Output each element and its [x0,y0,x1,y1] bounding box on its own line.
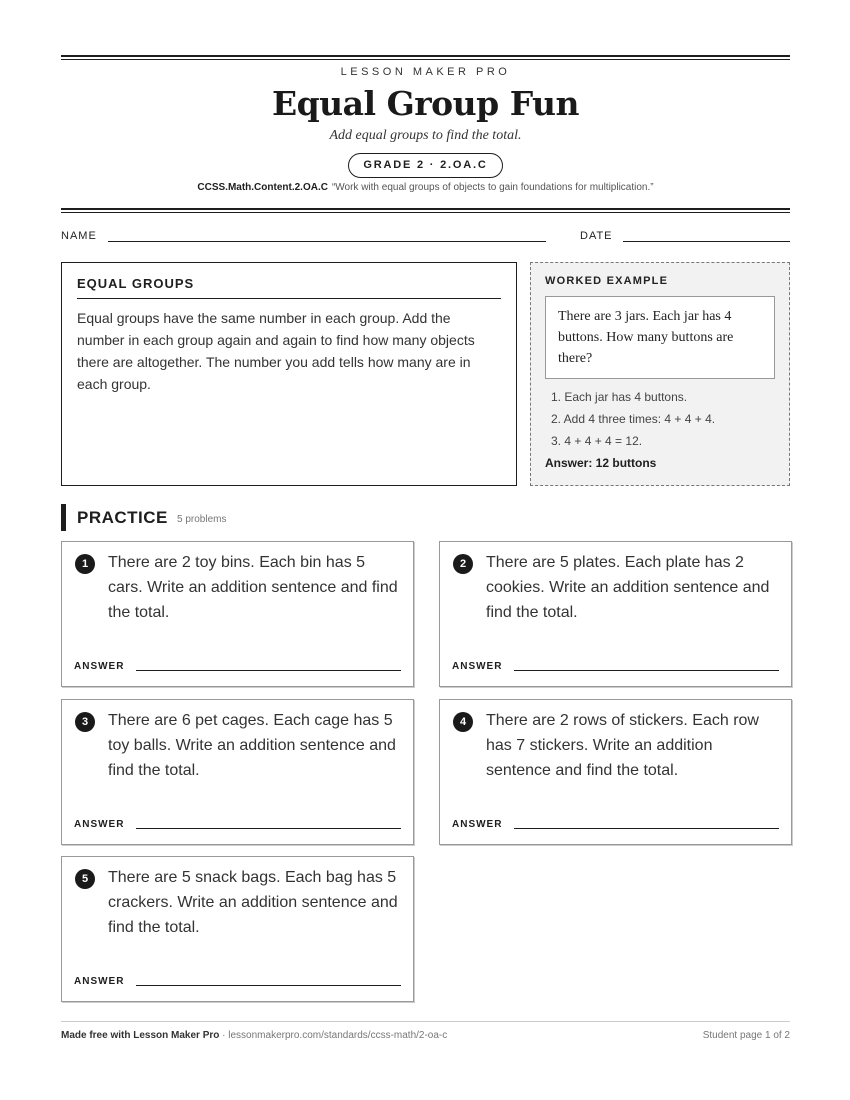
answer-field[interactable] [136,670,401,671]
worked-example-step: 3. 4 + 4 + 4 = 12. [551,434,643,448]
problem-number-badge: 2 [453,554,473,574]
footer-made-with: Made free with Lesson Maker Pro [61,1030,220,1041]
worked-example-step: 2. Add 4 three times: 4 + 4 + 4. [551,412,716,426]
standard-line [61,182,790,193]
problem-text: There are 2 rows of stickers. Each row has 7 stickers. Write an addition sentence and find the total. [486,712,759,779]
header-top-rule [61,55,790,60]
problem-card [439,541,792,687]
problem-card [61,541,414,687]
problem-number-badge: 4 [453,712,473,732]
problem-card [439,699,792,845]
date-label: DATE [580,230,613,242]
name-label: NAME [61,230,97,242]
answer-field[interactable] [514,828,779,829]
answer-label: ANSWER [452,819,503,830]
header-bottom-rule [61,208,790,213]
standard-code: CCSS.Math.Content.2.OA.C [197,182,328,193]
footer-credit [61,1030,447,1041]
concept-box [61,262,517,486]
practice-heading: PRACTICE [77,508,168,527]
worksheet-subtitle: Add equal groups to find the total. [329,128,522,143]
worked-example-heading: WORKED EXAMPLE [545,275,669,287]
answer-label: ANSWER [74,661,125,672]
footer-page-number: Student page 1 of 2 [702,1030,790,1041]
answer-field[interactable] [514,670,779,671]
worked-example-question: There are 3 jars. Each jar has 4 buttons. How many buttons are there? [545,296,775,379]
problem-text: There are 5 snack bags. Each bag has 5 crackers. Write an addition sentence and find the total. [108,869,398,936]
concept-body: Equal groups have the same number in each group. Add the number in each group again and again to find how many objects there are altogether. The number you add tells how many are in each group. [77,310,475,392]
answer-field[interactable] [136,828,401,829]
answer-label: ANSWER [452,661,503,672]
answer-label: ANSWER [74,976,125,987]
problem-card [61,699,414,845]
problem-text: There are 6 pet cages. Each cage has 5 toy balls. Write an addition sentence and find the total. [108,712,396,779]
problem-number-badge: 3 [75,712,95,732]
brand-name: LESSON MAKER PRO [340,66,511,78]
grade-badge: GRADE 2 · 2.OA.C [348,153,502,178]
practice-accent-bar [61,504,66,531]
problem-text: There are 2 toy bins. Each bin has 5 cars. Write an addition sentence and find the total. [108,554,398,621]
worked-example-answer: Answer: 12 buttons [545,456,657,470]
concept-heading: EQUAL GROUPS [77,276,501,299]
worksheet-title: Equal Group Fun [271,84,580,123]
worksheet-page [61,0,790,1100]
footer-url[interactable]: · lessonmakerpro.com/standards/ccss-math/2-oa-c [219,1030,448,1041]
worked-example-step: 1. Each jar has 4 buttons. [551,390,688,404]
date-field[interactable] [623,241,790,242]
worked-example-steps [545,386,775,452]
problem-text: There are 5 plates. Each plate has 2 cookies. Write an addition sentence and find the total. [486,554,770,621]
practice-count: 5 problems [177,514,227,525]
worked-example-box [530,262,790,486]
problem-number-badge: 1 [75,554,95,574]
standard-description: “Work with equal groups of objects to gain foundations for multiplication.” [331,182,654,193]
name-field[interactable] [108,241,546,242]
footer-divider [61,1021,790,1022]
answer-label: ANSWER [74,819,125,830]
answer-field[interactable] [136,985,401,986]
problem-number-badge: 5 [75,869,95,889]
problem-card [61,856,414,1002]
